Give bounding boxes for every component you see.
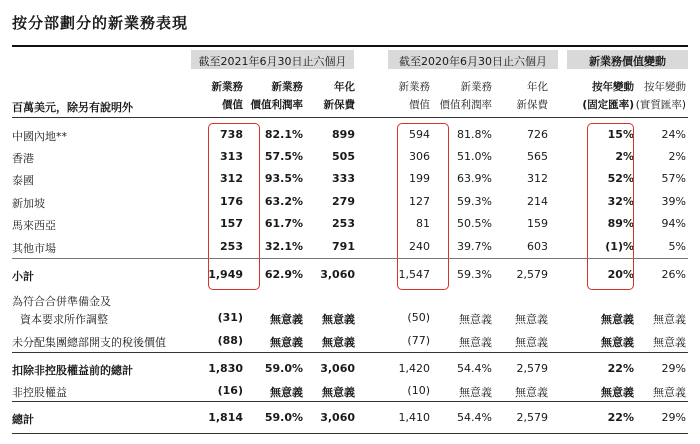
col-header: 按年變動 (592, 81, 634, 93)
table-cell: 59.3% (457, 195, 492, 208)
table-cell: 無意義 (515, 386, 548, 399)
table-cell: 59.0% (264, 411, 303, 424)
highlight-box-2020-value (397, 123, 449, 290)
table-cell: 54.4% (457, 362, 492, 375)
group-header-2021: 截至2021年6月30日止六個月 (198, 55, 347, 68)
table-cell: 240 (409, 240, 430, 253)
table-cell: (16) (217, 384, 243, 397)
table-cell: 無意義 (459, 313, 492, 326)
table-cell: 無意義 (653, 313, 686, 326)
table-cell: 214 (527, 195, 548, 208)
row-label: 其他市場 (12, 242, 56, 255)
table-cell: 3,060 (320, 362, 355, 375)
col-header: 新保費 (516, 99, 548, 111)
bottom-rule (12, 433, 688, 434)
table-cell: 333 (332, 172, 355, 185)
table-cell: 無意義 (515, 336, 548, 349)
table-cell: 603 (527, 240, 548, 253)
table-cell: 505 (332, 150, 355, 163)
row-label: 扣除非控股權益前的總計 (12, 364, 133, 377)
highlight-box-2021-value (208, 123, 260, 290)
table-cell: 15% (607, 128, 634, 141)
col-header: 年化 (527, 81, 548, 93)
table-cell: 594 (409, 128, 430, 141)
table-cell: (31) (217, 311, 243, 324)
table-cell: (1)% (605, 240, 634, 253)
table-cell: 無意義 (270, 336, 303, 349)
row-label: 中國內地** (12, 130, 67, 143)
table-cell: 61.7% (264, 217, 303, 230)
table-cell: 39% (661, 195, 686, 208)
table-cell: 無意義 (459, 386, 492, 399)
table-cell: 無意義 (270, 313, 303, 326)
table-cell: 50.5% (457, 217, 492, 230)
table-cell: 52% (607, 172, 634, 185)
group-header-change: 新業務價值變動 (589, 55, 666, 68)
table-row (12, 308, 688, 328)
table-cell: 無意義 (601, 313, 634, 326)
row-label: 非控股權益 (12, 386, 67, 399)
row-label: 為符合合併準備金及 (12, 295, 111, 308)
table-cell: 2,579 (516, 268, 548, 281)
group-header-2020: 截至2020年6月30日止六個月 (399, 55, 547, 68)
header-rule (12, 117, 688, 118)
table-cell: 726 (527, 128, 548, 141)
table-cell: 29% (661, 411, 686, 424)
table-cell: 1,547 (398, 268, 430, 281)
table-cell: 89% (607, 217, 634, 230)
table-cell: 1,830 (208, 362, 243, 375)
table-cell: 57% (661, 172, 686, 185)
col-header: 價值 (222, 99, 243, 111)
row-divider (12, 401, 688, 402)
table-cell: 253 (220, 240, 243, 253)
row-label: 泰國 (12, 174, 34, 187)
page-title: 按分部劃分的新業務表現 (12, 14, 189, 32)
col-header: 價值利潤率 (439, 99, 492, 111)
table-cell: 312 (527, 172, 548, 185)
table-cell: (88) (217, 334, 243, 347)
table-cell: 無意義 (601, 336, 634, 349)
row-label: 新加坡 (12, 197, 45, 210)
row-label: 未分配集團總部開支的稅後價值 (12, 336, 166, 349)
table-cell: 22% (607, 411, 634, 424)
row-divider (12, 352, 688, 353)
table-cell: 159 (527, 217, 548, 230)
col-header: (實質匯率) (635, 99, 686, 111)
table-cell: 82.1% (264, 128, 303, 141)
table-cell: 93.5% (264, 172, 303, 185)
col-header: 價值 (409, 99, 430, 111)
table-cell: 313 (220, 150, 243, 163)
col-header: 新保費 (323, 99, 355, 111)
table-cell: (50) (407, 311, 430, 324)
table-cell: 39.7% (457, 240, 492, 253)
table-cell: 3,060 (320, 268, 355, 281)
table-cell: 127 (409, 195, 430, 208)
table-cell: 1,420 (398, 362, 430, 375)
table-cell: 94% (661, 217, 686, 230)
table-cell: 無意義 (322, 336, 355, 349)
col-header: 按年變動 (644, 81, 686, 93)
table-cell: 2,579 (516, 362, 548, 375)
top-rule (12, 45, 688, 47)
col-header: 價值利潤率 (250, 99, 303, 111)
row-label: 小計 (12, 270, 34, 283)
unit-label: 百萬美元，除另有說明外 (12, 101, 133, 114)
table-cell: 無意義 (459, 336, 492, 349)
table-cell: 無意義 (601, 386, 634, 399)
row-label: 馬來西亞 (12, 219, 56, 232)
table-cell: 26% (661, 268, 686, 281)
table-cell: 51.0% (457, 150, 492, 163)
table-cell: 157 (220, 217, 243, 230)
col-header: 新業務 (211, 81, 243, 93)
table-cell: 32% (607, 195, 634, 208)
table-cell: 59.3% (457, 268, 492, 281)
table-cell: 24% (661, 128, 686, 141)
table-row (12, 381, 688, 401)
table-cell: 2% (668, 150, 686, 163)
table-cell: 63.2% (264, 195, 303, 208)
table-cell: 20% (607, 268, 634, 281)
table-cell: 1,949 (208, 268, 243, 281)
table-cell: 312 (220, 172, 243, 185)
table-cell: 253 (332, 217, 355, 230)
table-cell: 2% (615, 150, 634, 163)
table-row (12, 359, 688, 379)
col-header: 新業務 (398, 81, 430, 93)
table-cell: 199 (409, 172, 430, 185)
table-cell: 無意義 (515, 313, 548, 326)
col-header: (固定匯率) (582, 99, 634, 111)
table-cell: (10) (407, 384, 430, 397)
row-divider (12, 258, 688, 259)
table-cell: 62.9% (264, 268, 303, 281)
table-cell: 176 (220, 195, 243, 208)
table-cell: 791 (332, 240, 355, 253)
table-cell: 2,579 (516, 411, 548, 424)
table-cell: 無意義 (270, 386, 303, 399)
table-cell: 1,814 (208, 411, 243, 424)
table-cell: 738 (220, 128, 243, 141)
table-cell: 899 (332, 128, 355, 141)
col-header: 新業務 (460, 81, 492, 93)
table-cell: 3,060 (320, 411, 355, 424)
table-cell: 59.0% (264, 362, 303, 375)
table-cell: 565 (527, 150, 548, 163)
table-cell: 29% (661, 362, 686, 375)
row-label: 香港 (12, 152, 34, 165)
table-cell: 無意義 (653, 336, 686, 349)
table-cell: 279 (332, 195, 355, 208)
highlight-box-change (587, 123, 634, 290)
table-cell: 無意義 (653, 386, 686, 399)
row-label: 資本要求所作調整 (20, 313, 108, 326)
table-cell: 306 (409, 150, 430, 163)
col-header: 年化 (334, 81, 355, 93)
table-cell: 無意義 (322, 313, 355, 326)
table-cell: 81.8% (457, 128, 492, 141)
table-cell: 無意義 (322, 386, 355, 399)
table-cell: 32.1% (264, 240, 303, 253)
table-cell: 81 (416, 217, 430, 230)
table-cell: (77) (407, 334, 430, 347)
row-label: 總計 (12, 413, 34, 426)
table-row (12, 331, 688, 351)
table-row (12, 408, 688, 428)
table-cell: 54.4% (457, 411, 492, 424)
col-header: 新業務 (271, 81, 303, 93)
table-cell: 22% (607, 362, 634, 375)
table-row (12, 290, 688, 310)
table-cell: 57.5% (264, 150, 303, 163)
table-cell: 1,410 (398, 411, 430, 424)
table-cell: 63.9% (457, 172, 492, 185)
table-cell: 5% (668, 240, 686, 253)
